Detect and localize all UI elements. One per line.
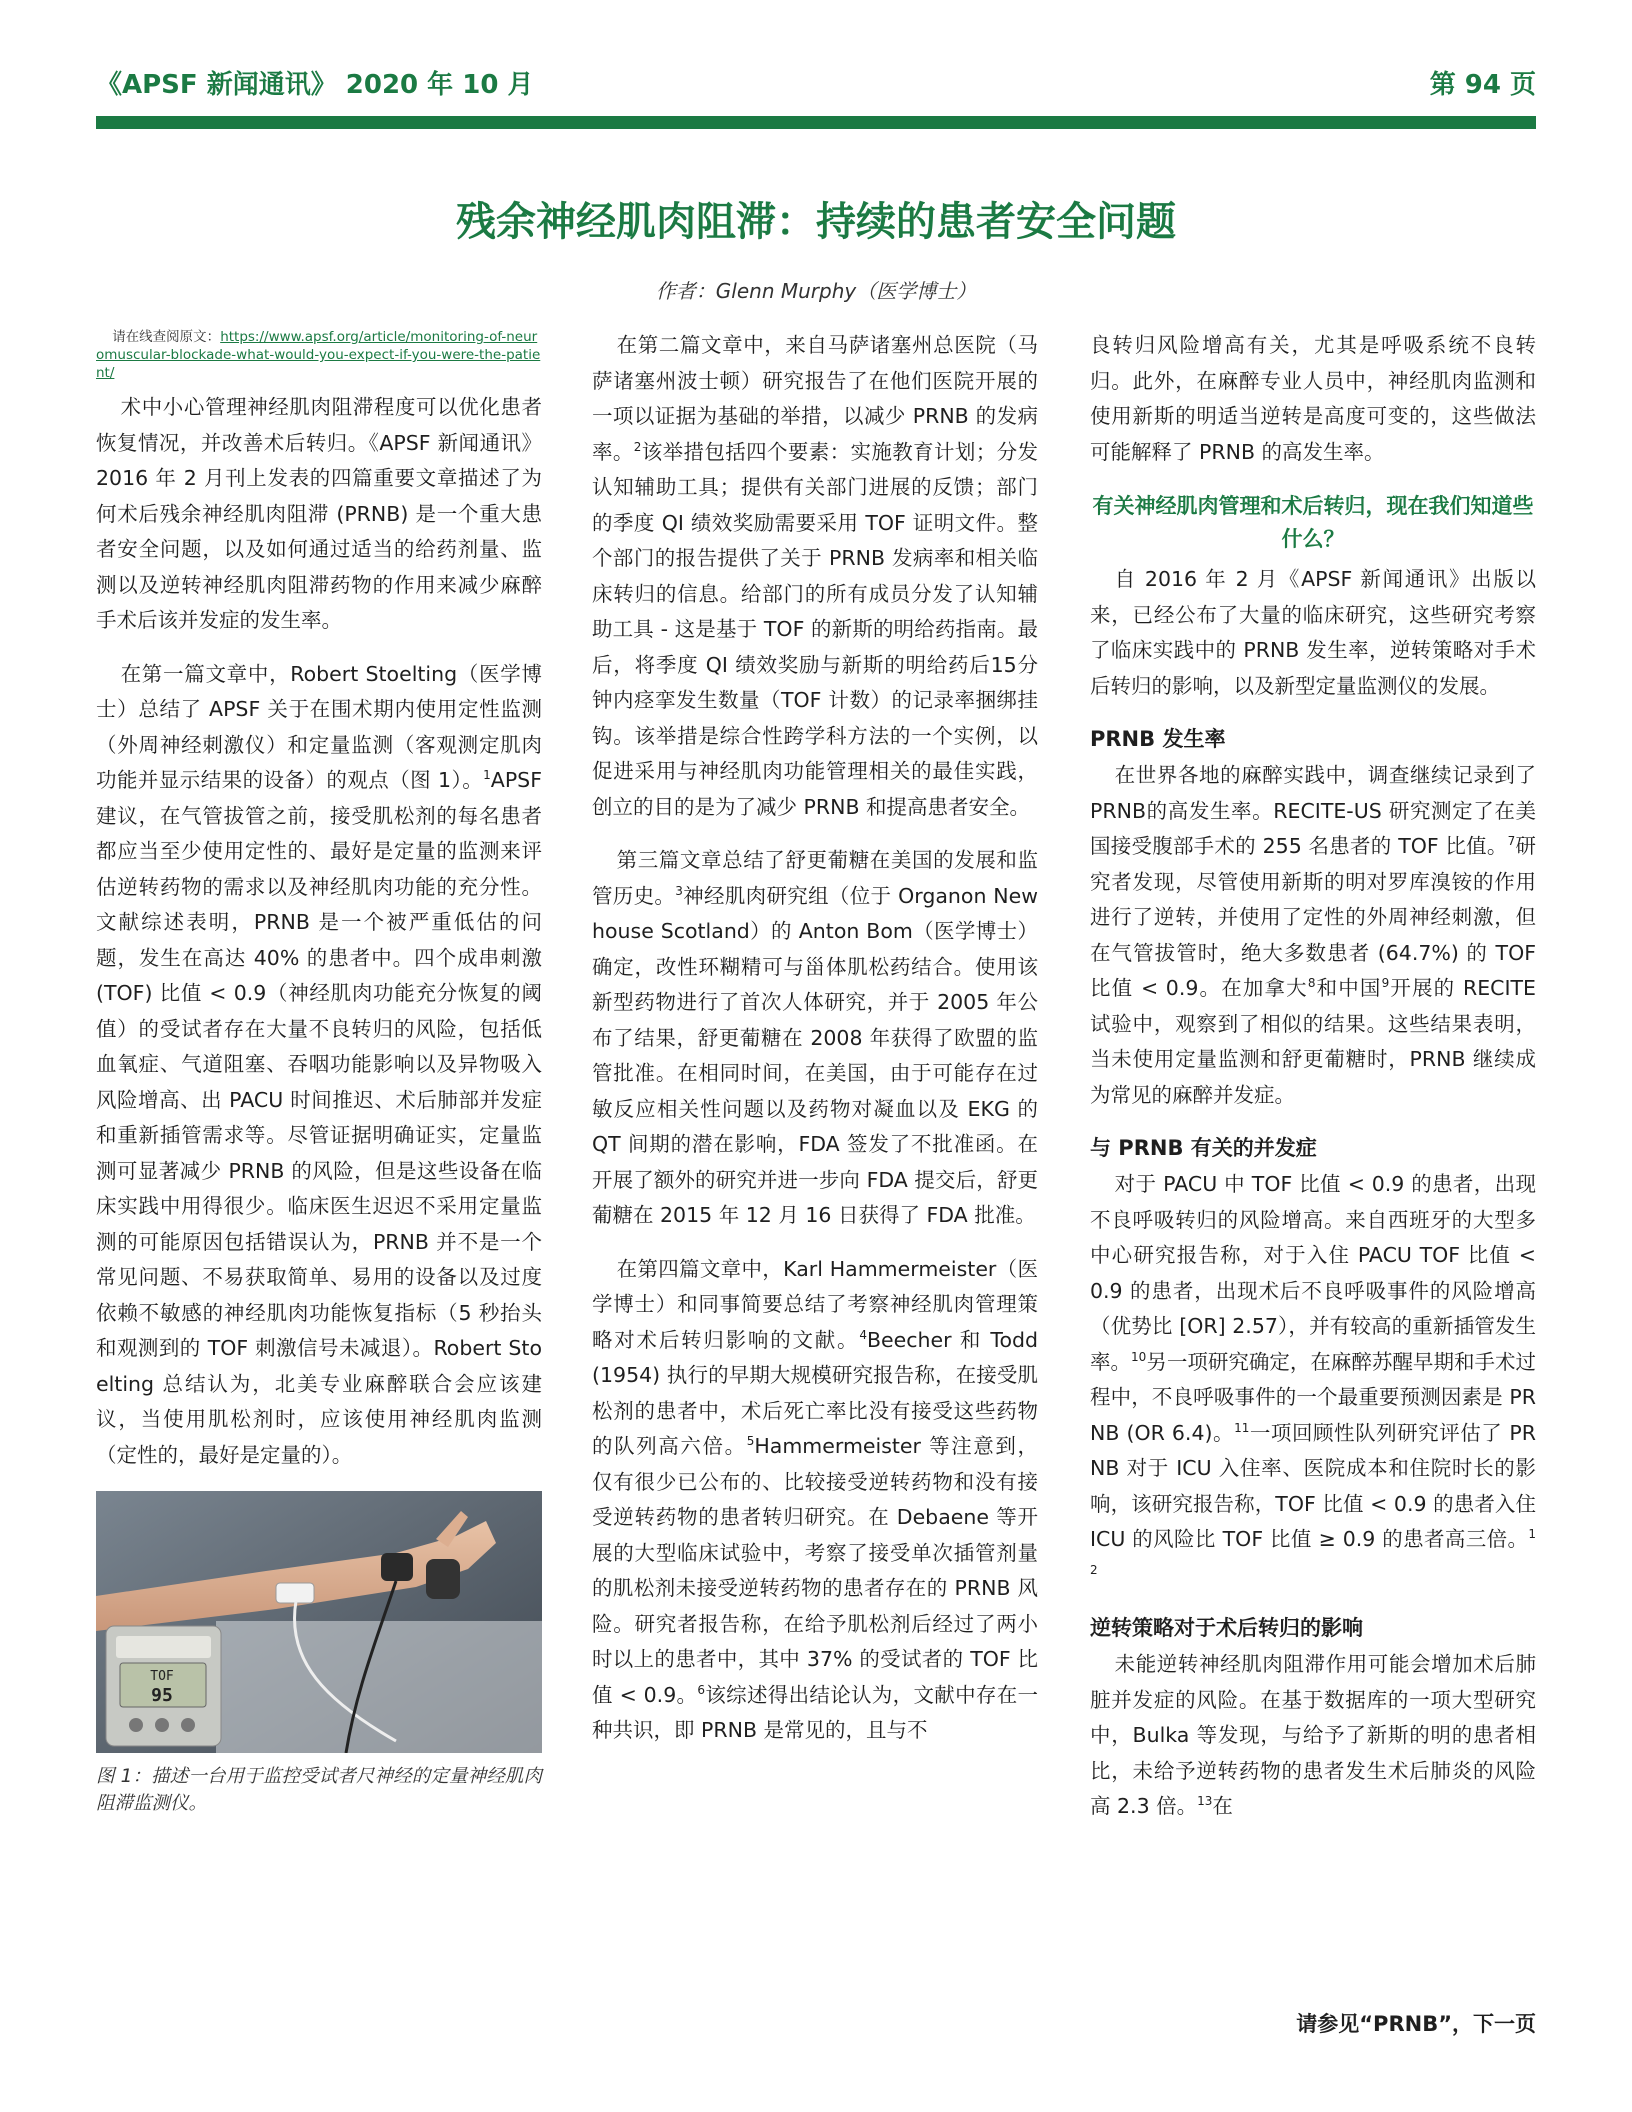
article-author: 作者：Glenn Murphy（医学博士） — [655, 279, 977, 303]
figure-1-photo — [96, 1491, 542, 1753]
column-1 — [96, 328, 542, 1817]
reference-marker: 10 — [1131, 1349, 1147, 1364]
paragraph: 未能逆转神经肌肉阻滞作用可能会增加术后肺脏并发症的风险。在基于数据库的一项大型研究中，Bulka 等发现，与给予了新斯的明的患者相比，未给予逆转药物的患者发生术后肺炎的风险高 2.3 倍。$^{13}$在 — [1090, 1652, 1536, 1818]
header-divider — [96, 116, 1536, 129]
device-tof-label: TOF — [150, 1669, 174, 1684]
page-number: 第 94 页 — [1429, 70, 1536, 100]
subheading-reversal-strategy: 逆转策略对于术后转归的影响 — [1090, 1616, 1363, 1640]
reference-marker: 1 — [483, 768, 491, 783]
tof-monitor-illustration — [96, 1491, 542, 1753]
reference-marker: 5 — [746, 1434, 755, 1449]
newsletter-title: 《APSF 新闻通讯》 2020 年 10 月 — [96, 70, 534, 100]
paragraph: 对于 PACU 中 TOF 比值 < 0.9 的患者，出现不良呼吸转归的风险增高。来自西班牙的大型多中心研究报告称，对于入住 PACU TOF 比值 < 0.9 的患者，出现术后不良呼吸事件的风险增高（优势比 [OR] 2.57），并有较高的重新插管发生率。$^{10}$另一项研究确定，在麻醉苏醒早期和手术过程中，不良呼吸事件的一个最重要预测因素是 PRNB (OR 6.4)。$^{11}$一项回顾性队列研究评估了 PRNB 对于 ICU 入住率、医院成本和住院时长的影响，该研究报告称，TOF 比值 < 0.9 的患者入住 ICU 的风险比 TOF 比值 ≥ 0.9 的患者高三倍。$^{12}$ — [1090, 1172, 1537, 1577]
paragraph: 良转归风险增高有关，尤其是呼吸系统不良转归。此外，在麻醉专业人员中，神经肌肉监测和使用新斯的明适当逆转是高度可变的，这些做法可能解释了 PRNB 的高发生率。 — [1090, 333, 1536, 464]
paragraph: 在第一篇文章中，Robert Stoelting（医学博士）总结了 APSF 关于在围术期内使用定性监测（外周神经刺激仪）和定量监测（客观测定肌肉功能并显示结果的设备）的观点（图 1）。$^1$APSF 建议，在气管拔管之前，接受肌松剂的每名患者都应当至少使用定性的、最好是定量的监测来评估逆转药物的需求以及神经肌肉功能的充分性。文献综述表明，PRNB 是一个被严重低估的问题，发生在高达 40% 的患者中。四个成串刺激 (TOF) 比值 < 0.9（神经肌肉功能充分恢复的阈值）的受试者存在大量不良转归的风险，包括低血氧症、气道阻塞、吞咽功能影响以及异物吸入风险增高、出 PACU 时间推迟、术后肺部并发症和重新插管需求等。尽管证据明确证实，定量监测可显著减少 PRNB 的风险，但是这些设备在临床实践中用得很少。临床医生迟迟不采用定量监测的可能原因包括错误认为，PRNB 并不是一个常见问题、不易获取简单、易用的设备以及过度依赖不敏感的神经肌肉功能恢复指标（5 秒抬头和观测到的 TOF 刺激信号未减退）。Robert Stoelting 总结认为，北美专业麻醉联合会应该建议，当使用肌松剂时，应该使用神经肌肉监测（定性的，最好是定量的）。 — [96, 661, 542, 1467]
figure-1-caption: 图 1：描述一台用于监控受试者尺神经的定量神经肌肉阻滞监测仪。 — [96, 1766, 542, 1814]
column-3 — [1090, 328, 1536, 1843]
reference-marker: 8 — [1307, 976, 1316, 991]
reference-marker: 2 — [633, 439, 642, 454]
reference-marker: 11 — [1234, 1420, 1250, 1435]
column-2 — [592, 328, 1038, 1767]
paragraph: 第三篇文章总结了舒更葡糖在美国的发展和监管历史。$^3$神经肌肉研究组（位于 Organon Newhouse Scotland）的 Anton Bom（医学博士）确定，改性环糊精可与甾体肌松药结合。使用该新型药物进行了首次人体研究，并于 2005 年公布了结果，舒更葡糖在 2008 年获得了欧盟的监管批准。在相同时间，在美国，由于可能存在过敏反应相关性问题以及药物对凝血以及 EKG 的 QT 间期的潜在影响，FDA 签发了不批准函。在开展了额外的研究并进一步向 FDA 提交后，舒更葡糖在 2015 年 12 月 16 日获得了 FDA 批准。 — [592, 848, 1038, 1227]
reference-marker: 6 — [697, 1682, 706, 1697]
reference-marker: 7 — [1507, 834, 1516, 849]
section-heading: 有关神经肌肉管理和术后转归，现在我们知道些什么？ — [1092, 494, 1534, 551]
online-label: 请在线查阅原文： — [112, 329, 221, 345]
online-link-note — [96, 328, 542, 382]
reference-marker: 13 — [1197, 1794, 1213, 1809]
original-article-link[interactable]: https://www.apsf.org/article/monitoring-of-neuromuscular-blockade-what-would-you-expect-if-you-were-the-patient/ — [96, 329, 541, 381]
continued-on-next-page[interactable]: 请参见“PRNB”，下一页 — [1296, 2012, 1536, 2036]
paragraph: 术中小心管理神经肌肉阻滞程度可以优化患者恢复情况，并改善术后转归。《APSF 新闻通讯》 2016 年 2 月刊上发表的四篇重要文章描述了为何术后残余神经肌肉阻滞 (PRNB) 是一个重大患者安全问题，以及如何通过适当的给药剂量、监测以及逆转神经肌肉阻滞药物的作用来减少麻醉手术后该并发症的发生率。 — [96, 395, 542, 632]
reference-marker: 12 — [1090, 1527, 1536, 1577]
paragraph: 在第二篇文章中，来自马萨诸塞州总医院（马萨诸塞州波士顿）研究报告了在他们医院开展的一项以证据为基础的举措，以减少 PRNB 的发病率。$^2$该举措包括四个要素：实施教育计划；分发认知辅助工具；提供有关部门进展的反馈；部门的季度 QI 绩效奖励需要采用 TOF 证明文件。整个部门的报告提供了关于 PRNB 发病率和相关临床转归的信息。给部门的所有成员分发了认知辅助工具 - 这是基于 TOF 的新斯的明给药指南。最后，将季度 QI 绩效奖励与新斯的明给药后15分钟内痉挛发生数量（TOF 计数）的记录率捆绑挂钩。该举措是综合性跨学科方法的一个实例，以促进采用与神经肌肉功能管理相关的最佳实践，创立的目的是为了减少 PRNB 和提高患者安全。 — [592, 333, 1039, 819]
device-tof-value: 95 — [151, 1685, 173, 1706]
reference-marker: 4 — [859, 1327, 867, 1342]
reference-marker: 3 — [675, 883, 683, 898]
reference-marker: 9 — [1381, 976, 1390, 991]
article-title: 残余神经肌肉阻滞：持续的患者安全问题 — [456, 199, 1176, 245]
subheading-prnb-incidence: PRNB 发生率 — [1090, 727, 1226, 751]
paragraph: 在第四篇文章中，Karl Hammermeister（医学博士）和同事简要总结了考察神经肌肉管理策略对术后转归影响的文献。$^4$Beecher 和 Todd (1954) 执行的早期大规模研究报告称，在接受肌松剂的患者中，术后死亡率比没有接受这些药物的队列高六倍。$^5$Hammermeister 等注意到，仅有很少已公布的、比较接受逆转药物和没有接受逆转药物的患者转归研究。在 Debaene 等开展的大型临床试验中，考察了接受单次插管剂量的肌松剂未接受逆转药物的患者存在的 PRNB 风险。研究者报告称，在给予肌松剂后经过了两小时以上的患者中，其中 37% 的受试者的 TOF 比值 < 0.9。$^6$该综述得出结论认为，文献中存在一种共识，即 PRNB 是常见的，且与不 — [592, 1256, 1039, 1742]
subheading-complications: 与 PRNB 有关的并发症 — [1090, 1136, 1317, 1160]
paragraph: 在世界各地的麻醉实践中，调查继续记录到了PRNB的高发生率。RECITE-US 研究测定了在美国接受腹部手术的 255 名患者的 TOF 比值。$^7$研究者发现，尽管使用新斯的明对罗库溴铵的作用进行了逆转，并使用了定性的外周神经刺激，但在气管拔管时，绝大多数患者 (64.7%) 的 TOF 比值 < 0.9。在加拿大$^8$和中国$^9$开展的 RECITE 试验中，观察到了相似的结果。这些结果表明，当未使用定量监测和舒更葡糖时，PRNB 继续成为常见的麻醉并发症。 — [1090, 763, 1537, 1107]
paragraph: 自 2016 年 2 月《APSF 新闻通讯》出版以来，已经公布了大量的临床研究，这些研究考察了临床实践中的 PRNB 发生率，逆转策略对手术后转归的影响，以及新型定量监测仪的发展。 — [1090, 567, 1536, 698]
